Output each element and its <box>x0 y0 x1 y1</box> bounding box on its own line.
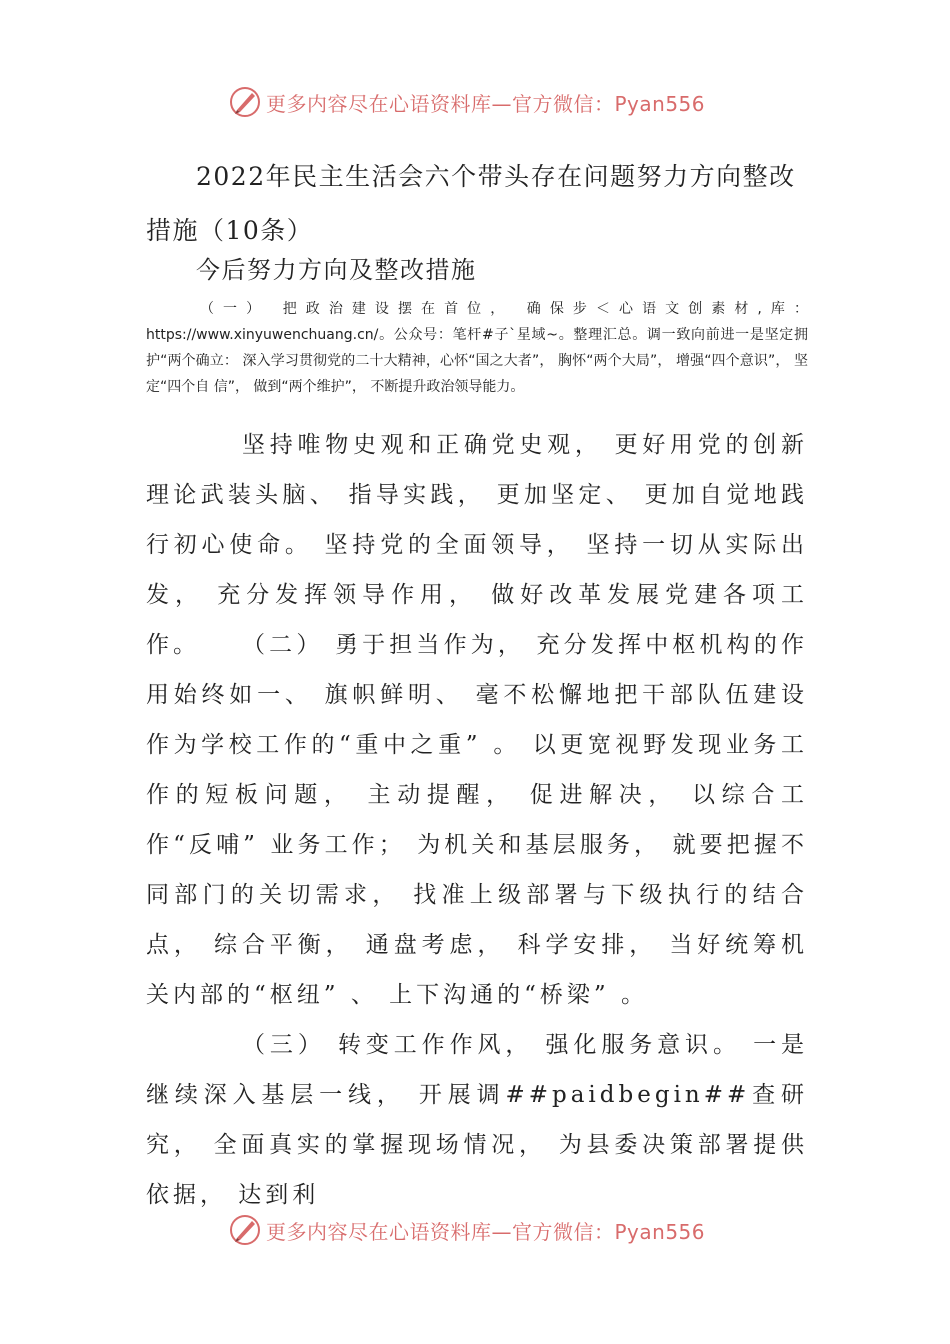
watermark-text: 更多内容尽在心语资料库—官方微信：Pyan556 <box>266 91 706 116</box>
pen-logo-icon <box>228 1213 262 1247</box>
body-paragraph: （二） 勇于担当作为， 充分发挥中枢机构的作用始终如一、 旗帜鲜明、 毫不松懈地把干部队伍建设作为学校工作的“重中之重” 。 以更宽视野发现业务工作的短板问题， 主动提醒， 促进解决， 以综合工作“反哺” 业务工作； 为机关和基层服务， 就要把握不同部门的关切需求， 找准上级部署与下级执行的结合点， 综合平衡， 通盘考虑， 科学安排， 当好统筹机关内部的“枢纽” 、 上下沟通的“桥梁” 。 <box>146 632 808 1008</box>
body-paragraph: （三） 转变工作作风， 强化服务意识。 一是继续深入基层一线， 开展调##paidbegin##查研究， 全面真实的掌握现场情况， 为县委决策部署提供依据， 达到利 <box>146 1032 808 1208</box>
watermark-text: 更多内容尽在心语资料库—官方微信：Pyan556 <box>266 1219 706 1244</box>
document-subtitle: 今后努力方向及整改措施 <box>196 256 477 284</box>
document-title: 2022年民主生活会六个带头存在问题努力方向整改措施（10条） <box>146 162 796 245</box>
body-paragraph: 坚持唯物史观和正确党史观， 更好用党的创新理论武装头脑、 指导实践， 更加坚定、 更加自觉地践行初心使命。 坚持党的全面领导， 坚持一切从实际出发， 充分发挥领导作用， 做好改革发展党建各项工作。 <box>146 432 808 658</box>
watermark-banner-bottom <box>228 1210 748 1250</box>
pen-logo-icon <box>228 85 262 119</box>
watermark-banner-top <box>228 82 748 122</box>
small-note-paragraph: （一） 把政治建设摆在首位， 确保步＜心语文创素材,库：https://www.xinyuwenchuang.cn/。公众号：笔杆#子`星域~。整理汇总。调一致向前进一是坚定拥护“两个确立： 深入学习贯彻党的二十大精神，心怀“国之大者”， 胸怀“两个大局”， 增强“四个意识”， 坚定“四个自 信”， 做到“两个维护”， 不断提升政治领导能力。 <box>146 301 808 395</box>
